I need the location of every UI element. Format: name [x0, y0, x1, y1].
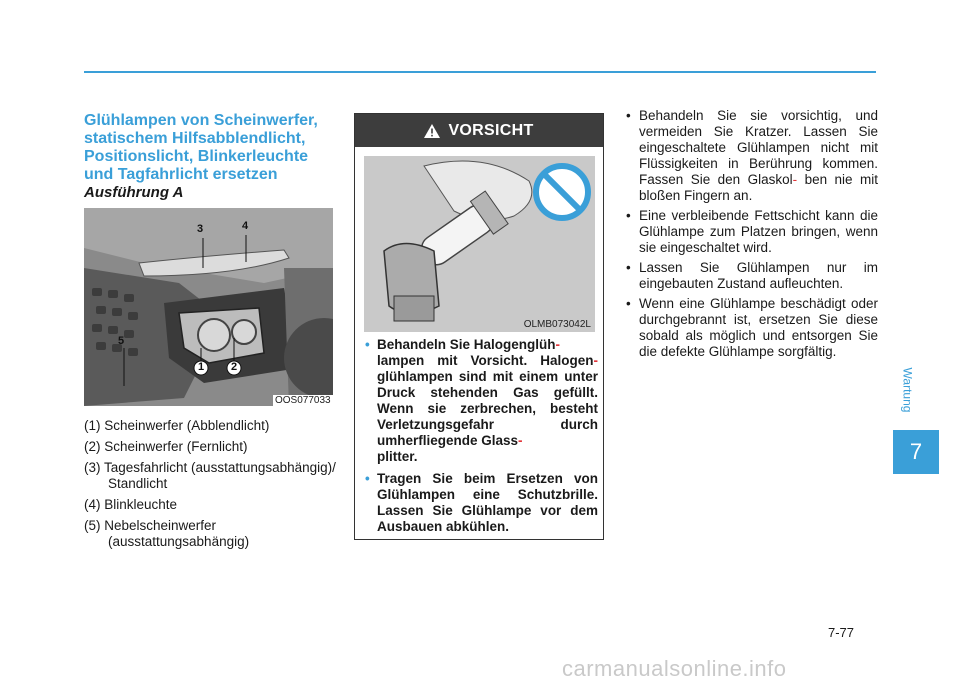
caution-text: lampen mit Vorsicht. Halogen	[377, 353, 594, 368]
callout-4: 4	[242, 220, 249, 232]
page-number: 7-77	[828, 625, 855, 640]
no-touch-icon	[536, 166, 588, 218]
caution-header	[355, 114, 603, 147]
caution-item: • Tragen Sie beim Ersetzen von Glühlampen eine Schutzbrille. Lassen Sie Glühlampe vor dem Ausbauen abkühlen.	[365, 471, 598, 535]
caution-box	[354, 113, 604, 540]
bulb-drawing	[364, 156, 595, 332]
parts-list-item: (4) Blinkleuchte	[84, 497, 178, 512]
section-title-line: Glühlampen von Scheinwerfer,	[84, 112, 318, 129]
callout-1: 1	[198, 361, 205, 373]
parts-list-item: (2) Scheinwerfer (Fernlicht)	[84, 439, 248, 454]
top-rule	[84, 71, 876, 73]
parts-list-item: (1) Scheinwerfer (Abblendlicht)	[84, 418, 270, 433]
handling-bullets	[626, 108, 878, 364]
car-figure-code: OOS077033	[275, 395, 331, 406]
parts-list-item: (5) Nebelscheinwerfer (ausstattungsabhängig)	[84, 518, 250, 549]
section-title	[84, 112, 339, 184]
bullet-text: ben nie mit bloßen Fingern an.	[639, 172, 878, 203]
side-label-text: Wartung	[900, 367, 914, 413]
bullet-text: Behandeln Sie sie vorsichtig, und vermeiden Sie Kratzer. Lassen Sie eingeschaltete Glühlampen nicht mit Flüssigkeiten in Berührung kommen. Fassen Sie den Glaskol	[639, 108, 878, 187]
caution-text: glühlampen sind mit einem unter Druck stehenden Gas gefüllt. Wenn sie zerbrechen, besteht Verletzungsgefahr durch umherfliegende Glass	[377, 369, 598, 448]
caution-title: VORSICHT	[448, 121, 534, 139]
caution-text: Behandeln Sie Halogenglüh	[377, 337, 556, 352]
bulb-illustration	[364, 156, 595, 332]
warning-triangle-icon	[424, 124, 440, 138]
caution-item: • Behandeln Sie Halogenglüh- lampen mit Vorsicht. Halogen- glühlampen sind mit einem unter Druck stehenden Gas gefüllt. Wenn sie zerbrechen, besteht Verletzungsgefahr durch umherfliegende Glass- plitter.	[365, 337, 598, 465]
headlight-illustration	[84, 208, 333, 406]
caution-list	[365, 337, 598, 541]
car-front-drawing	[84, 208, 333, 406]
section-title-line: Positionslicht, Blinkerleuchte	[84, 148, 309, 165]
callout-2: 2	[231, 361, 238, 373]
section-title-line: und Tagfahrlicht ersetzen	[84, 166, 278, 183]
section-side-label	[897, 350, 917, 430]
watermark: carmanualsonline.info	[562, 656, 787, 681]
parts-list-item: (3) Tagesfahrlicht (ausstattungsabhängig)/ Standlicht	[84, 460, 336, 491]
bullet-item: • Lassen Sie Glühlampen nur im eingebauten Zustand aufleuchten.	[626, 260, 878, 292]
parts-list	[84, 418, 346, 555]
caution-text: plitter.	[377, 449, 418, 464]
callout-5: 5	[118, 335, 125, 347]
bullet-item: • Wenn eine Glühlampe beschädigt oder durchgebrannt ist, ersetzen Sie diese sobald als möglich und entsorgen Sie die defekte Glühlampe sorgfältig.	[626, 296, 878, 360]
chapter-tab: 7	[893, 430, 939, 474]
subheading: Ausführung A	[84, 184, 184, 201]
callout-3: 3	[197, 223, 204, 235]
bullet-item: • Eine verbleibende Fettschicht kann die Glühlampe zum Platzen bringen, wenn sie eingeschaltet wird.	[626, 208, 878, 256]
bulb-figure-code: OLMB073042L	[523, 319, 591, 330]
section-title-line: statischem Hilfsabblendlicht,	[84, 130, 306, 147]
bullet-item: • Behandeln Sie sie vorsichtig, und vermeiden Sie Kratzer. Lassen Sie eingeschaltete Glühlampen nicht mit Flüssigkeiten in Berührung kommen. Fassen Sie den Glaskol- ben nie mit bloßen Fingern an.	[626, 108, 878, 204]
